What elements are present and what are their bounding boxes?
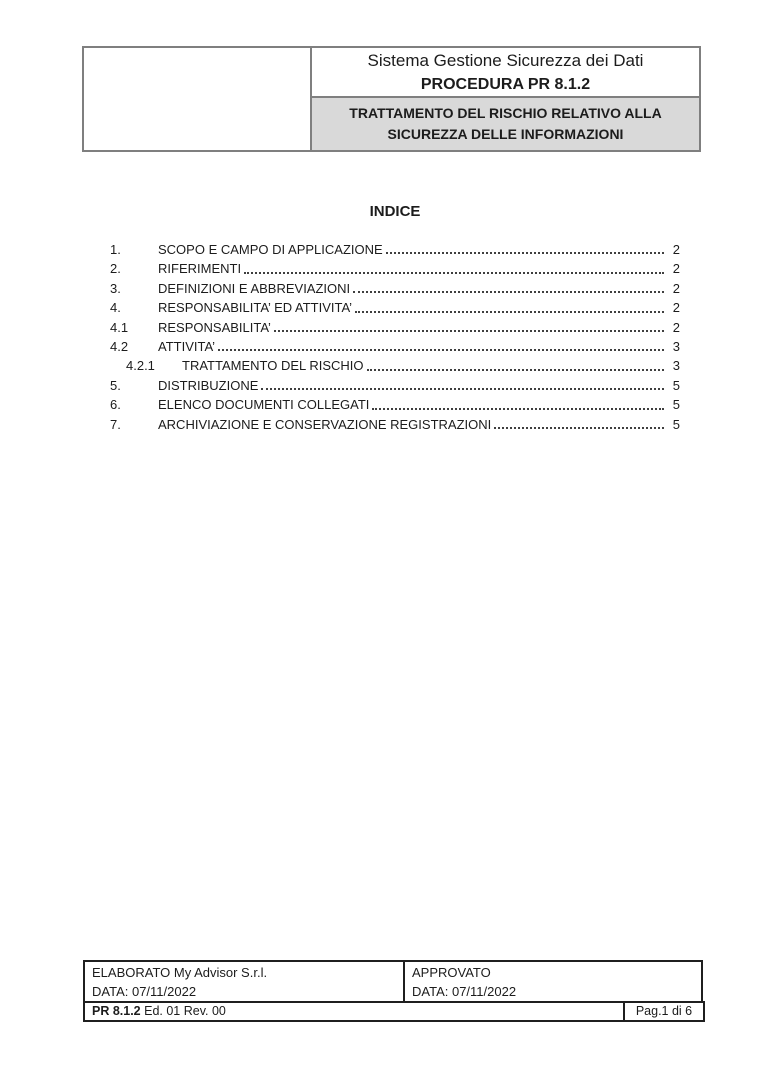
toc-entry-title: RIFERIMENTI <box>158 261 242 277</box>
logo-cell-empty <box>84 48 312 150</box>
toc-dot-leader <box>494 427 664 429</box>
revision-cell <box>85 1003 623 1020</box>
toc-entry[interactable] <box>110 376 680 395</box>
toc-entry-page-number: 2 <box>672 319 680 335</box>
toc-entry-title: DEFINIZIONI E ABBREVIAZIONI <box>158 280 351 296</box>
toc-entry-title: DISTRIBUZIONE <box>158 377 259 393</box>
toc-entry-page-number: 3 <box>672 338 680 354</box>
toc-entry-number: 7. <box>110 416 121 432</box>
document-subject-line1: TRATTAMENTO DEL RISCHIO RELATIVO ALLA <box>349 105 662 121</box>
toc-dot-leader <box>355 311 664 313</box>
approval-table <box>83 960 703 1003</box>
toc-entry-number: 2. <box>110 261 121 277</box>
toc-entry-page-number: 2 <box>672 242 680 257</box>
toc-dot-leader <box>353 291 664 293</box>
toc-entry[interactable] <box>110 259 680 278</box>
toc-dot-leader <box>274 330 664 332</box>
elaborato-date: DATA: 07/11/2022 <box>92 984 197 999</box>
header-title-cell <box>312 48 699 98</box>
document-subject-cell <box>312 98 699 150</box>
toc-entry-page-number: 3 <box>672 358 680 374</box>
toc-entry[interactable] <box>110 356 680 375</box>
toc-entry-title: RESPONSABILITA’ <box>158 319 271 335</box>
approvato-date: DATA: 07/11/2022 <box>412 984 517 999</box>
toc-entry-title: RESPONSABILITA’ ED ATTIVITA’ <box>158 300 353 316</box>
toc-entry-number: 6. <box>110 397 121 413</box>
toc-entry-number: 4. <box>110 300 121 316</box>
toc-dot-leader <box>218 349 664 351</box>
toc-entry-title: TRATTAMENTO DEL RISCHIO <box>182 358 364 374</box>
toc-dot-leader <box>386 252 664 254</box>
toc-entry-title: ARCHIVIAZIONE E CONSERVAZIONE REGISTRAZIONI <box>158 416 492 432</box>
document-code: PR 8.1.2 <box>92 1004 141 1018</box>
elaborato-label: ELABORATO My Advisor S.r.l. <box>92 965 268 980</box>
approvato-label: APPROVATO <box>412 965 491 980</box>
toc-entry[interactable] <box>110 279 680 298</box>
toc-entry-title: ATTIVITA’ <box>158 338 216 354</box>
toc-entry-page-number: 5 <box>672 397 680 413</box>
system-title: Sistema Gestione Sicurezza dei Dati <box>367 50 644 70</box>
toc-entry-number: 4.1 <box>110 319 129 335</box>
document-revision: Ed. 01 Rev. 00 <box>144 1004 226 1018</box>
toc-entry-number: 4.2.1 <box>126 358 155 374</box>
approvato-cell <box>405 962 701 1001</box>
toc-entry-page-number: 5 <box>672 377 680 393</box>
toc-entry[interactable] <box>110 318 680 337</box>
toc-entry-page-number: 2 <box>672 300 680 316</box>
toc-entry[interactable] <box>110 395 680 414</box>
document-header-table <box>82 46 701 152</box>
toc-entry[interactable] <box>110 240 680 259</box>
toc-entry-number: 5. <box>110 377 121 393</box>
procedure-code-title: PROCEDURA PR 8.1.2 <box>420 75 591 93</box>
header-right-column <box>312 48 699 150</box>
toc-entry-number: 4.2 <box>110 338 129 354</box>
document-subject-line2: SICUREZZA DELLE INFORMAZIONI <box>387 126 624 142</box>
toc-entry-page-number: 2 <box>672 261 680 277</box>
toc-entry[interactable] <box>110 415 680 434</box>
toc-entry-title: ELENCO DOCUMENTI COLLEGATI <box>158 397 370 413</box>
toc-entry-page-number: 2 <box>672 280 680 296</box>
elaborato-cell <box>85 962 405 1001</box>
toc-dot-leader <box>261 388 664 390</box>
page-indicator: Pag.1 di 6 <box>623 1003 703 1020</box>
toc-entry-number: 3. <box>110 280 121 296</box>
toc-dot-leader <box>372 408 664 410</box>
toc-dot-leader <box>244 272 664 274</box>
toc-entry[interactable] <box>110 298 680 317</box>
toc-entry-title: SCOPO E CAMPO DI APPLICAZIONE <box>158 242 383 257</box>
revision-bar <box>83 1001 705 1022</box>
toc-entry[interactable] <box>110 337 680 356</box>
toc-entry-number: 1. <box>110 242 121 257</box>
toc-heading: INDICE <box>369 203 421 220</box>
toc-dot-leader <box>367 369 664 371</box>
toc-entry-page-number: 5 <box>672 416 680 432</box>
table-of-contents <box>110 240 680 434</box>
